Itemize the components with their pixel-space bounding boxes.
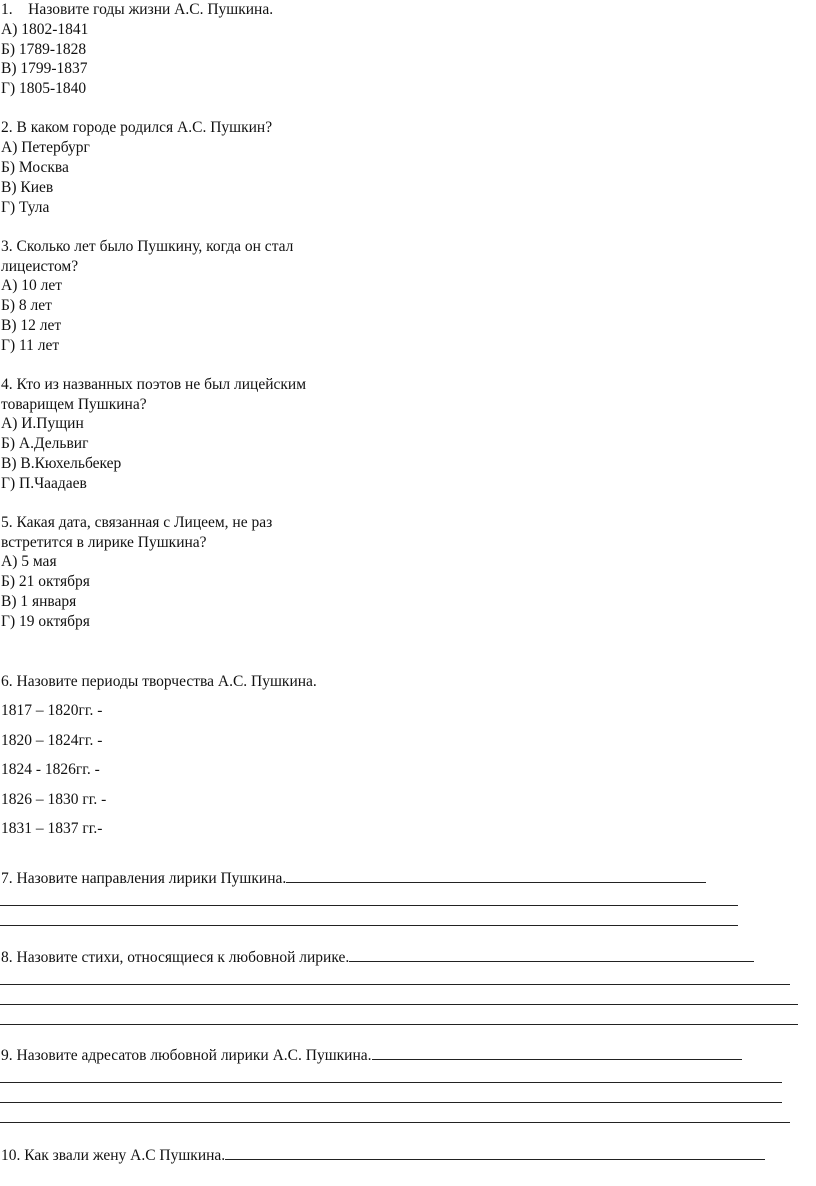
question-5-option-c: В) 1 января: [1, 593, 77, 610]
question-2-option-c: В) Киев: [1, 179, 54, 196]
question-2-title: 2. В каком городе родился А.С. Пушкин?: [1, 119, 273, 136]
answer-line-7-3[interactable]: [0, 925, 738, 926]
question-1-text: Назовите годы жизни А.С. Пушкина.: [28, 1, 274, 18]
question-9-title: [1, 1045, 742, 1066]
question-3-option-d: Г) 11 лет: [1, 337, 60, 354]
answer-line-8-4[interactable]: [0, 1024, 798, 1025]
answer-blank-9[interactable]: [372, 1045, 742, 1060]
question-5-option-b: Б) 21 октября: [1, 573, 90, 590]
question-4-title-line-2: товарищем Пушкина?: [1, 396, 147, 413]
question-4-title-line-1: 4. Кто из названных поэтов не был лицейским: [1, 376, 307, 393]
question-5-title-line-2: встретится в лирике Пушкина?: [1, 534, 207, 551]
question-7-text: 7. Назовите направления лирики Пушкина.: [1, 870, 287, 887]
question-1-number: 1.: [1, 1, 13, 18]
question-6-period-5: 1831 – 1837 гг.-: [1, 820, 103, 837]
question-6-period-3: 1824 - 1826гг. -: [1, 761, 100, 778]
answer-blank-7[interactable]: [286, 868, 706, 883]
question-1-title: [1, 0, 273, 20]
question-7-title: [1, 868, 706, 889]
question-3-option-c: В) 12 лет: [1, 317, 62, 334]
answer-line-9-3[interactable]: [0, 1102, 782, 1103]
question-3-title-line-1: 3. Сколько лет было Пушкину, когда он стал: [1, 238, 294, 255]
question-4-option-d: Г) П.Чаадаев: [1, 475, 87, 492]
question-3-title-line-2: лицеистом?: [1, 258, 79, 275]
question-8-text: 8. Назовите стихи, относящиеся к любовной лирике.: [1, 949, 350, 966]
question-6-period-4: 1826 – 1830 гг. -: [1, 791, 107, 808]
answer-blank-8[interactable]: [349, 947, 754, 962]
answer-blank-10[interactable]: [225, 1145, 765, 1160]
question-1-option-a: А) 1802-1841: [1, 21, 89, 38]
question-1-option-c: В) 1799-1837: [1, 60, 88, 77]
question-5-option-d: Г) 19 октября: [1, 613, 90, 630]
question-2-option-a: А) Петербург: [1, 139, 90, 156]
question-4-option-c: В) В.Кюхельбекер: [1, 455, 122, 472]
question-8-title: [1, 947, 754, 968]
question-1-option-b: Б) 1789-1828: [1, 41, 87, 58]
question-10-title: [1, 1145, 765, 1166]
question-4-option-a: А) И.Пущин: [1, 415, 84, 432]
question-2-option-b: Б) Москва: [1, 159, 69, 176]
answer-line-9-2[interactable]: [0, 1082, 782, 1083]
question-9-text: 9. Назовите адресатов любовной лирики А.С. Пушкина.: [1, 1047, 372, 1064]
question-5-option-a: А) 5 мая: [1, 553, 57, 570]
question-3-option-b: Б) 8 лет: [1, 297, 52, 314]
question-4-option-b: Б) А.Дельвиг: [1, 435, 89, 452]
question-6-period-2: 1820 – 1824гг. -: [1, 732, 103, 749]
answer-line-9-4[interactable]: [0, 1122, 790, 1123]
question-10-text: 10. Как звали жену А.С Пушкина.: [1, 1147, 226, 1164]
question-5-title-line-1: 5. Какая дата, связанная с Лицеем, не раз: [1, 514, 273, 531]
question-3-option-a: А) 10 лет: [1, 277, 62, 294]
question-2-option-d: Г) Тула: [1, 199, 50, 216]
question-6-period-1: 1817 – 1820гг. -: [1, 702, 103, 719]
question-6-title: 6. Назовите периоды творчества А.С. Пушкина.: [1, 673, 317, 690]
answer-line-7-2[interactable]: [0, 905, 738, 906]
answer-line-8-3[interactable]: [0, 1004, 798, 1005]
answer-line-8-2[interactable]: [0, 984, 790, 985]
question-1-option-d: Г) 1805-1840: [1, 80, 87, 97]
